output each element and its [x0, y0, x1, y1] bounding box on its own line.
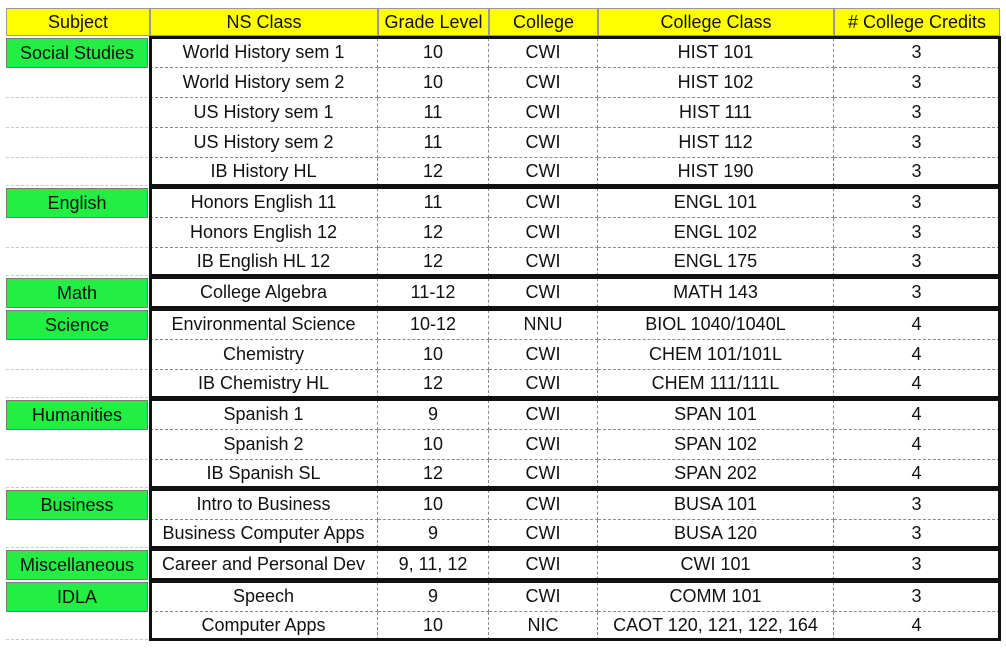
ns-class-cell[interactable]: Chemistry	[150, 340, 378, 370]
grade-level-cell[interactable]: 10	[378, 490, 489, 520]
college-class-cell[interactable]: ENGL 101	[598, 188, 834, 218]
ns-class-cell[interactable]: US History sem 2	[150, 128, 378, 158]
ns-class-cell[interactable]: World History sem 1	[150, 38, 378, 68]
college-cell[interactable]: CWI	[489, 490, 598, 520]
ns-class-cell[interactable]: Honors English 12	[150, 218, 378, 248]
grade-level-cell[interactable]: 9	[378, 582, 489, 612]
credits-cell[interactable]: 4	[834, 400, 1000, 430]
ns-class-cell[interactable]: IB English HL 12	[150, 248, 378, 276]
subject-label[interactable]: Social Studies	[6, 38, 148, 68]
grade-level-cell[interactable]: 10	[378, 430, 489, 460]
grade-level-cell[interactable]: 12	[378, 370, 489, 398]
ns-class-cell[interactable]: US History sem 1	[150, 98, 378, 128]
subject-empty-cell[interactable]	[6, 68, 148, 98]
college-cell[interactable]: CWI	[489, 340, 598, 370]
ns-class-cell[interactable]: Speech	[150, 582, 378, 612]
subject-empty-cell[interactable]	[6, 430, 148, 460]
subject-empty-cell[interactable]	[6, 248, 148, 276]
grade-level-cell[interactable]: 10	[378, 612, 489, 640]
college-cell[interactable]: CWI	[489, 460, 598, 488]
credits-cell[interactable]: 3	[834, 520, 1000, 548]
credits-cell[interactable]: 3	[834, 158, 1000, 186]
college-class-cell[interactable]: BUSA 120	[598, 520, 834, 548]
college-class-cell[interactable]: SPAN 101	[598, 400, 834, 430]
college-cell[interactable]: CWI	[489, 38, 598, 68]
college-class-cell[interactable]: HIST 111	[598, 98, 834, 128]
college-cell[interactable]: CWI	[489, 248, 598, 276]
ns-class-cell[interactable]: IB Chemistry HL	[150, 370, 378, 398]
subject-label[interactable]: Science	[6, 310, 148, 340]
subject-empty-cell[interactable]	[6, 612, 148, 640]
ns-class-cell[interactable]: Spanish 2	[150, 430, 378, 460]
college-cell[interactable]: CWI	[489, 370, 598, 398]
college-class-cell[interactable]: CHEM 111/111L	[598, 370, 834, 398]
subject-empty-cell[interactable]	[6, 460, 148, 488]
college-cell[interactable]: CWI	[489, 128, 598, 158]
ns-class-cell[interactable]: IB History HL	[150, 158, 378, 186]
credits-cell[interactable]: 3	[834, 218, 1000, 248]
college-cell[interactable]: CWI	[489, 218, 598, 248]
college-class-cell[interactable]: MATH 143	[598, 278, 834, 308]
ns-class-cell[interactable]: IB Spanish SL	[150, 460, 378, 488]
ns-class-cell[interactable]: College Algebra	[150, 278, 378, 308]
college-class-cell[interactable]: HIST 102	[598, 68, 834, 98]
grade-level-cell[interactable]: 9	[378, 400, 489, 430]
college-cell[interactable]: CWI	[489, 98, 598, 128]
college-class-cell[interactable]: CAOT 120, 121, 122, 164	[598, 612, 834, 640]
college-cell[interactable]: CWI	[489, 520, 598, 548]
subject-label[interactable]: Miscellaneous	[6, 550, 148, 580]
college-cell[interactable]: NIC	[489, 612, 598, 640]
credits-cell[interactable]: 3	[834, 550, 1000, 580]
college-class-cell[interactable]: BUSA 101	[598, 490, 834, 520]
subject-label[interactable]: Math	[6, 278, 148, 308]
header-ns-class[interactable]: NS Class	[150, 8, 378, 36]
credits-cell[interactable]: 3	[834, 68, 1000, 98]
credits-cell[interactable]: 4	[834, 430, 1000, 460]
header-college-credits[interactable]: # College Credits	[834, 8, 1000, 36]
college-class-cell[interactable]: SPAN 202	[598, 460, 834, 488]
college-cell[interactable]: CWI	[489, 582, 598, 612]
college-cell[interactable]: CWI	[489, 278, 598, 308]
credits-cell[interactable]: 4	[834, 370, 1000, 398]
credits-cell[interactable]: 3	[834, 248, 1000, 276]
header-college-class[interactable]: College Class	[598, 8, 834, 36]
college-class-cell[interactable]: ENGL 175	[598, 248, 834, 276]
ns-class-cell[interactable]: Business Computer Apps	[150, 520, 378, 548]
credits-cell[interactable]: 4	[834, 340, 1000, 370]
college-cell[interactable]: CWI	[489, 400, 598, 430]
grade-level-cell[interactable]: 10	[378, 68, 489, 98]
college-cell[interactable]: NNU	[489, 310, 598, 340]
college-cell[interactable]: CWI	[489, 188, 598, 218]
grade-level-cell[interactable]: 12	[378, 158, 489, 186]
grade-level-cell[interactable]: 10	[378, 340, 489, 370]
subject-empty-cell[interactable]	[6, 520, 148, 548]
college-cell[interactable]: CWI	[489, 158, 598, 186]
grade-level-cell[interactable]: 11	[378, 98, 489, 128]
credits-cell[interactable]: 4	[834, 460, 1000, 488]
grade-level-cell[interactable]: 9	[378, 520, 489, 548]
college-class-cell[interactable]: SPAN 102	[598, 430, 834, 460]
grade-level-cell[interactable]: 12	[378, 248, 489, 276]
subject-empty-cell[interactable]	[6, 340, 148, 370]
subject-empty-cell[interactable]	[6, 128, 148, 158]
college-class-cell[interactable]: HIST 190	[598, 158, 834, 186]
subject-empty-cell[interactable]	[6, 158, 148, 186]
grade-level-cell[interactable]: 12	[378, 460, 489, 488]
ns-class-cell[interactable]: Honors English 11	[150, 188, 378, 218]
ns-class-cell[interactable]: Career and Personal Dev	[150, 550, 378, 580]
credits-cell[interactable]: 3	[834, 128, 1000, 158]
credits-cell[interactable]: 3	[834, 98, 1000, 128]
credits-cell[interactable]: 3	[834, 490, 1000, 520]
college-class-cell[interactable]: COMM 101	[598, 582, 834, 612]
college-class-cell[interactable]: HIST 101	[598, 38, 834, 68]
grade-level-cell[interactable]: 10	[378, 38, 489, 68]
grade-level-cell[interactable]: 9, 11, 12	[378, 550, 489, 580]
subject-label[interactable]: Humanities	[6, 400, 148, 430]
ns-class-cell[interactable]: Computer Apps	[150, 612, 378, 640]
grade-level-cell[interactable]: 12	[378, 218, 489, 248]
college-class-cell[interactable]: CHEM 101/101L	[598, 340, 834, 370]
college-class-cell[interactable]: ENGL 102	[598, 218, 834, 248]
college-cell[interactable]: CWI	[489, 430, 598, 460]
college-cell[interactable]: CWI	[489, 68, 598, 98]
credits-cell[interactable]: 4	[834, 310, 1000, 340]
ns-class-cell[interactable]: Spanish 1	[150, 400, 378, 430]
ns-class-cell[interactable]: Environmental Science	[150, 310, 378, 340]
credits-cell[interactable]: 3	[834, 278, 1000, 308]
credits-cell[interactable]: 3	[834, 188, 1000, 218]
grade-level-cell[interactable]: 11-12	[378, 278, 489, 308]
college-class-cell[interactable]: BIOL 1040/1040L	[598, 310, 834, 340]
header-subject[interactable]: Subject	[6, 8, 150, 36]
college-class-cell[interactable]: CWI 101	[598, 550, 834, 580]
grade-level-cell[interactable]: 10-12	[378, 310, 489, 340]
grade-level-cell[interactable]: 11	[378, 128, 489, 158]
ns-class-cell[interactable]: World History sem 2	[150, 68, 378, 98]
header-grade-level[interactable]: Grade Level	[378, 8, 489, 36]
ns-class-cell[interactable]: Intro to Business	[150, 490, 378, 520]
subject-label[interactable]: IDLA	[6, 582, 148, 612]
header-college[interactable]: College	[489, 8, 598, 36]
college-cell[interactable]: CWI	[489, 550, 598, 580]
subject-empty-cell[interactable]	[6, 98, 148, 128]
credits-cell[interactable]: 3	[834, 38, 1000, 68]
subject-label[interactable]: Business	[6, 490, 148, 520]
college-class-cell[interactable]: HIST 112	[598, 128, 834, 158]
subject-empty-cell[interactable]	[6, 370, 148, 398]
subject-empty-cell[interactable]	[6, 218, 148, 248]
credits-cell[interactable]: 3	[834, 582, 1000, 612]
credits-cell[interactable]: 4	[834, 612, 1000, 640]
subject-label[interactable]: English	[6, 188, 148, 218]
grade-level-cell[interactable]: 11	[378, 188, 489, 218]
